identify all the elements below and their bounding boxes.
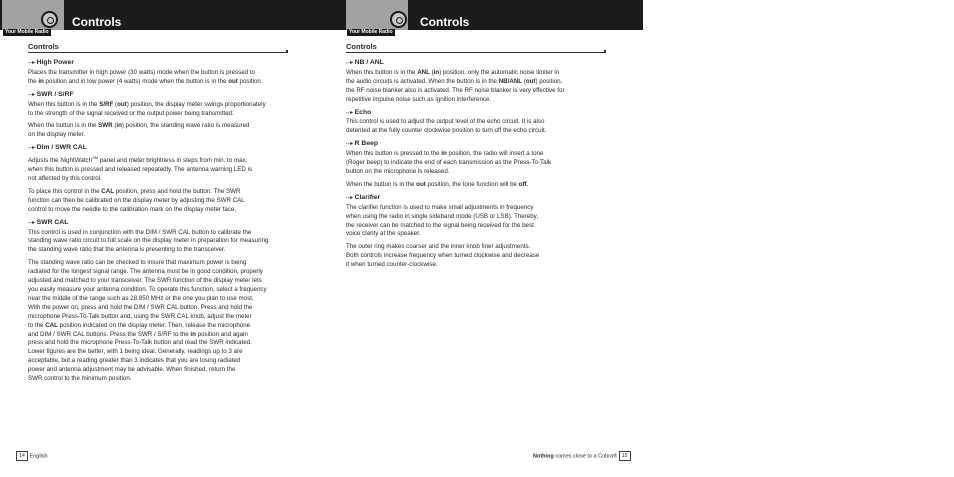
footer-text: comes close to a Cobra® bbox=[555, 453, 618, 460]
left-header-tag: Your Mobile Radio bbox=[5, 29, 49, 35]
page-number: 14 bbox=[16, 451, 28, 461]
right-footer bbox=[533, 451, 631, 461]
left-content bbox=[28, 56, 290, 388]
item-title-dim-swr-cal: - - ▸ Dim / SWR CAL bbox=[28, 144, 87, 152]
arrow-icon: - - ▸ bbox=[28, 60, 35, 66]
arrow-icon: - - ▸ bbox=[346, 194, 353, 201]
right-section-title: Controls bbox=[346, 42, 604, 53]
right-header-bar bbox=[318, 0, 643, 30]
right-header-title: Controls bbox=[420, 15, 470, 29]
arrow-icon: - - ▸ bbox=[28, 91, 35, 98]
footer-brand: Nothing bbox=[533, 453, 554, 460]
left-header-title: Controls bbox=[72, 15, 122, 29]
item-text: The clarifier function is used to make small adjustments in frequency when using the radio in single sideband mode (USB or LSB). Thereby, the receiver can be matched to the signal being received for the best voice clarity at the speaker. bbox=[346, 203, 539, 238]
item-text: The outer ring makes coarser and the inner knob finer adjustments. Both controls increase frequency when turned clockwise and decrease it when turned counter-clockwise. bbox=[346, 243, 540, 269]
footer-label: English bbox=[29, 453, 48, 460]
item-text: Adjusts the NightWatch℠ panel and meter brightness in steps from min. to max. when this button is pressed and released repeatedly. The antenna warning LED is not affected by this control. bbox=[28, 155, 253, 183]
item-text: Places the transmitter in high power (30 watts) mode when the button is pressed to the in position and in low power (4 watts) mode when the button is in the out position. bbox=[28, 68, 263, 85]
item-text: When this button is in the ANL (in) position, only the automatic noise limiter in the audio circuits is activated. When the button is in the NB/ANL (out) position, the RF noise blanker also is activated. The RF noise blanker is very effective for repetitive impulse noise such as ignition interference. bbox=[346, 68, 565, 103]
item-text: When this button is pressed to the in position, the radio will insert a tone (Roger beep) to indicate the end of each transmission as the Press-To-Talk button on the microphone is released. bbox=[346, 150, 551, 175]
item-text: When the button is in the out position, the tone function will be off. bbox=[346, 180, 529, 188]
arrow-icon: - - ▸ bbox=[346, 141, 353, 148]
item-text: The standing wave ratio can be checked to insure that maximum power is being radiated for the longest signal range. The antenna must be in good condition, properly adjusted and matched to your transceiver. The SWR function of the display meter lets you easily measure your antenna condition. To operate this function, select a frequency near the middle of the range such as 28.850 MHz or the one you plan to use most. With the power on, press and hold the DIM / SWR CAL button. Press and hold the microphone Press-To-Talk button and, using the SWR CAL knob, adjust the meter to the CAL position indicated on the display meter. Then, release the microphone and DIM / SWR CAL buttons. Press the SWR / S/RF to the in position and again press and hold the microphone Press-To-Talk button and read the SWR indicated. Lower figures are the better, with 1 being ideal. Generally, readings up to 3 are acceptable, but a reading greater than 3 indicates that you are losing radiated power and antenna adjustment may be advisable. When finished, return the SWR control to the minimum position. bbox=[28, 259, 267, 383]
radio-knob-icon bbox=[41, 11, 58, 28]
left-page bbox=[0, 0, 318, 477]
arrow-icon: - - ▸ bbox=[28, 219, 35, 226]
item-text: When the button is in the SWR (in) position, the standing wave ratio is measured on the display meter. bbox=[28, 122, 250, 139]
item-text: This control is used to adjust the output level of the echo circuit. It is also detented at the fully counter clockwise position to turn off the echo circuit. bbox=[346, 118, 547, 135]
left-footer bbox=[16, 451, 48, 461]
arrow-icon: - - ▸ bbox=[346, 60, 353, 66]
item-title-high-power: - - ▸ High Power bbox=[28, 59, 75, 66]
item-title-clarifier: - - ▸ Clarifier bbox=[346, 193, 381, 201]
item-text: When this button is in the S/RF (out) position, the display meter swings proportionately to the strength of the signal received or the output power being transmitted. bbox=[28, 100, 266, 117]
item-text: This control is used in conjunction with the DIM / SWR CAL button to calibrate the standing wave ratio circuit to full scale on the display meter in preparation for measuring the standing wave ratio that the antenna is presenting to the transceiver. bbox=[28, 228, 269, 254]
radio-knob-icon bbox=[390, 11, 407, 28]
item-title-swr-srf: - - ▸ SWR / S/RF bbox=[28, 90, 74, 98]
item-title-nb-anl: - - ▸ NB / ANL bbox=[346, 59, 384, 66]
item-title-echo: - - ▸ Echo bbox=[346, 108, 372, 116]
item-title-r-beep: - - ▸ R Beep bbox=[346, 140, 379, 148]
arrow-icon: - - ▸ bbox=[346, 109, 353, 116]
left-section-title: Controls bbox=[28, 42, 286, 53]
right-header-tag: Your Mobile Radio bbox=[349, 29, 393, 35]
page-number: 15 bbox=[619, 451, 631, 461]
item-title-swr-cal: - - ▸ SWR CAL bbox=[28, 218, 69, 226]
arrow-icon: - - ▸ bbox=[28, 145, 35, 152]
item-text: To place this control in the CAL position, press and hold the button. The SWR function can then be calibrated on the display meter by adjusting the SWR CAL control to move the needle to the calibration mark on the display meter face. bbox=[28, 187, 245, 213]
left-header-bar bbox=[0, 0, 318, 30]
right-page bbox=[318, 0, 636, 477]
right-content bbox=[346, 56, 608, 274]
